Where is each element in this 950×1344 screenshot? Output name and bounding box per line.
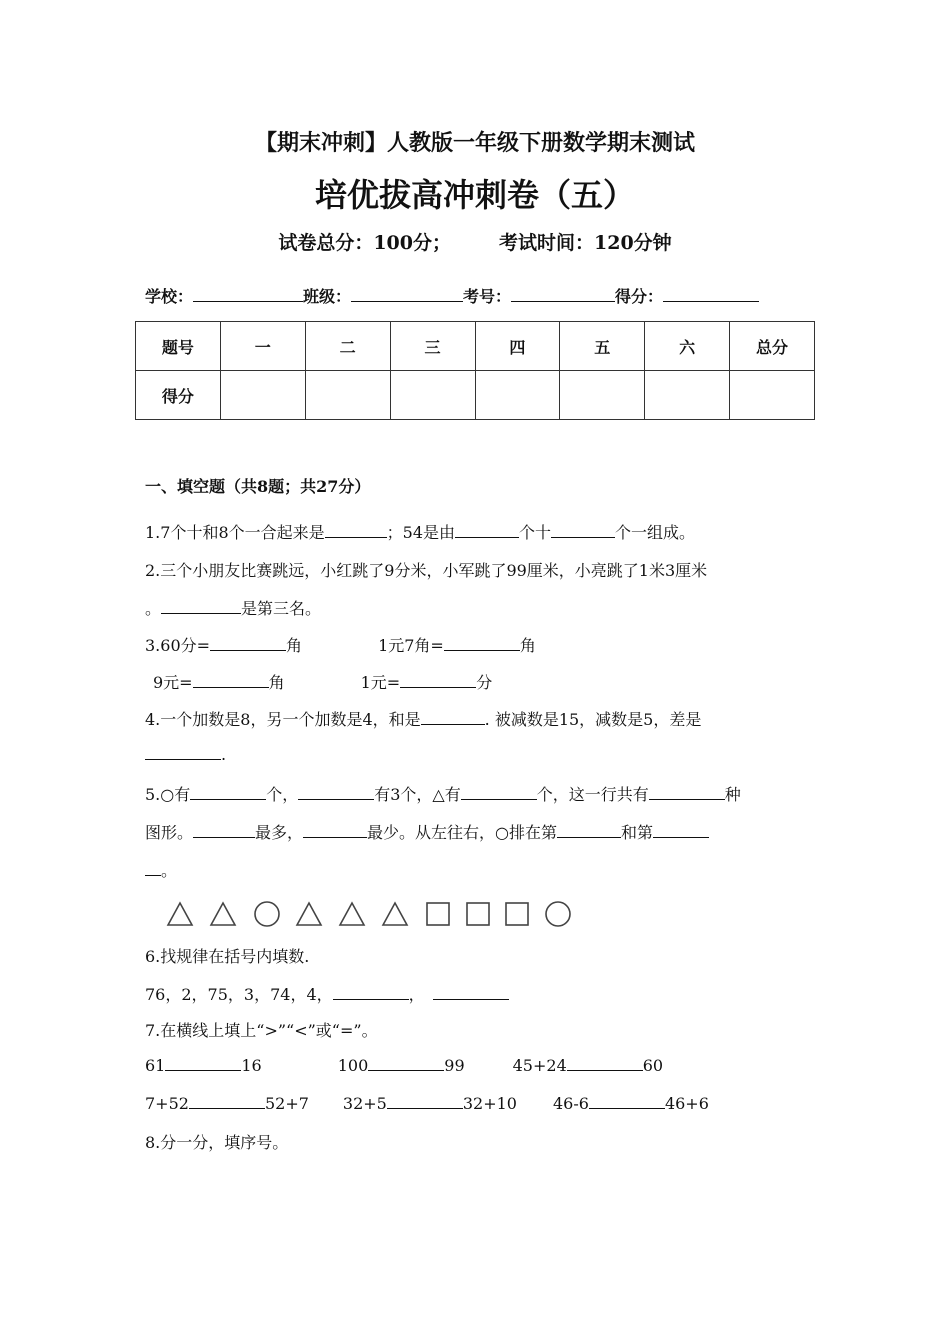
- q7-text: 100: [337, 1056, 369, 1075]
- answer-blank[interactable]: [433, 985, 509, 1000]
- q6-text: ，: [408, 985, 425, 1004]
- answer-blank[interactable]: [333, 985, 409, 1000]
- answer-blank[interactable]: [551, 523, 615, 538]
- score-entry-cell[interactable]: [475, 371, 560, 420]
- q4-text: .: [221, 745, 227, 764]
- q7-text: 45+24: [512, 1056, 567, 1075]
- exam-meta: [0, 228, 950, 255]
- class-label: 班级：: [303, 287, 352, 306]
- square-icon: [467, 903, 489, 925]
- q6-text: 76，2，75，3，74，4，: [145, 985, 333, 1004]
- answer-blank[interactable]: [303, 823, 367, 838]
- answer-blank[interactable]: [368, 1056, 444, 1071]
- question-5-cont: [145, 820, 709, 843]
- answer-blank[interactable]: [190, 785, 266, 800]
- answer-blank[interactable]: [421, 710, 485, 725]
- question-3: [145, 633, 536, 656]
- q5-text: 图形。: [145, 823, 194, 842]
- exam-time: 考试时间：120分钟: [499, 232, 672, 254]
- question-8: 8.分一分，填序号。: [145, 1133, 289, 1152]
- answer-blank[interactable]: [557, 823, 621, 838]
- total-score: 试卷总分：100分；: [278, 232, 451, 254]
- q3-text: 1元=: [360, 673, 401, 692]
- q3-text: 1元7角=: [378, 636, 444, 655]
- question-4-cont: [145, 745, 226, 764]
- q3-text: 3.60分=: [145, 636, 211, 655]
- q5-text: 种: [724, 785, 741, 804]
- triangle-icon: [168, 903, 192, 925]
- table-cell: 四: [475, 322, 560, 371]
- q1-text: 个一组成。: [615, 523, 696, 542]
- answer-blank[interactable]: [145, 745, 221, 760]
- question-4: [145, 707, 701, 730]
- question-6: 6.找规律在括号内填数.: [145, 947, 310, 966]
- triangle-icon: [383, 903, 407, 925]
- q1-text: 个十: [519, 523, 552, 542]
- triangle-icon: [340, 903, 364, 925]
- q1-text: 1.7个十和8个一合起来是: [145, 523, 325, 542]
- score-entry-cell[interactable]: [730, 371, 815, 420]
- answer-blank[interactable]: [325, 523, 387, 538]
- answer-blank[interactable]: [444, 636, 520, 651]
- answer-blank[interactable]: [387, 1094, 463, 1109]
- table-cell: 三: [390, 322, 475, 371]
- score-entry-cell[interactable]: [645, 371, 730, 420]
- q5-text: 有3个，△有: [374, 785, 461, 804]
- answer-blank[interactable]: [567, 1056, 643, 1071]
- q7-text: 99: [444, 1056, 465, 1075]
- answer-blank[interactable]: [653, 823, 709, 838]
- table-cell: 总分: [730, 322, 815, 371]
- q3-text: 角: [268, 673, 285, 692]
- school-label: 学校：: [145, 287, 194, 306]
- question-2-cont: [145, 596, 321, 619]
- q2-text: 是第三名。: [241, 599, 322, 618]
- q7-text: 46+6: [664, 1094, 709, 1113]
- answer-blank[interactable]: [589, 1094, 665, 1109]
- class-blank[interactable]: [351, 287, 463, 302]
- q5-text: 5.○有: [145, 785, 191, 804]
- q3-text: 角: [519, 636, 536, 655]
- question-6-sequence: [145, 982, 509, 1005]
- answer-blank[interactable]: [210, 636, 286, 651]
- shapes-row: [165, 898, 585, 932]
- q5-text: 个，: [266, 785, 299, 804]
- q3-text: 9元=: [153, 673, 193, 692]
- score-blank[interactable]: [663, 287, 759, 302]
- answer-blank[interactable]: [165, 1056, 241, 1071]
- q7-text: 32+10: [462, 1094, 517, 1113]
- q7-text: 46-6: [552, 1094, 589, 1113]
- table-cell: 二: [305, 322, 390, 371]
- question-7-row1: [145, 1056, 663, 1075]
- answer-blank[interactable]: [189, 1094, 265, 1109]
- table-cell: 五: [560, 322, 645, 371]
- answer-blank[interactable]: [455, 523, 519, 538]
- question-3-cont: [153, 670, 492, 693]
- q5-text: 。: [161, 861, 178, 880]
- q7-text: 7+52: [145, 1094, 189, 1113]
- triangle-icon: [211, 903, 235, 925]
- q2-text: 。: [145, 599, 162, 618]
- school-blank[interactable]: [193, 287, 303, 302]
- title-line2: 培优拔高冲刺卷（五）: [314, 176, 635, 214]
- question-5-cont2: [145, 858, 177, 881]
- answer-blank[interactable]: [649, 785, 725, 800]
- table-cell: 得分: [136, 371, 221, 420]
- student-info-line: [145, 284, 759, 307]
- answer-blank[interactable]: [461, 785, 537, 800]
- section-heading: 一、填空题（共8题；共27分）: [145, 477, 371, 496]
- circle-icon: [255, 902, 279, 926]
- q3-text: 分: [476, 673, 493, 692]
- score-table: [135, 321, 815, 420]
- answer-blank[interactable]: [161, 599, 241, 614]
- q4-text: 4.一个加数是8，另一个加数是4，和是: [145, 710, 421, 729]
- score-entry-cell[interactable]: [220, 371, 305, 420]
- answer-blank[interactable]: [193, 673, 269, 688]
- triangle-icon: [297, 903, 321, 925]
- q5-text: 个，这一行共有: [536, 785, 649, 804]
- question-2: 2.三个小朋友比赛跳远，小红跳了9分米，小军跳了99厘米，小亮跳了1米3厘米: [145, 561, 708, 580]
- q7-text: 16: [241, 1056, 262, 1075]
- square-icon: [427, 903, 449, 925]
- q5-text: 最少。从左往右，○排在第: [367, 823, 557, 842]
- score-entry-cell[interactable]: [560, 371, 645, 420]
- exam-no-label: 考号：: [463, 287, 512, 306]
- score-entry-cell[interactable]: [390, 371, 475, 420]
- q4-text: . 被减数是15，减数是5，差是: [484, 710, 702, 729]
- answer-blank[interactable]: [400, 673, 476, 688]
- q5-text: 和第: [621, 823, 654, 842]
- q7-text: 32+5: [342, 1094, 387, 1113]
- table-cell: 一: [220, 322, 305, 371]
- q7-text: 60: [642, 1056, 664, 1075]
- score-table-header-row: [136, 322, 815, 371]
- table-cell: 题号: [136, 322, 221, 371]
- answer-blank[interactable]: [145, 861, 161, 876]
- answer-blank[interactable]: [298, 785, 374, 800]
- question-1: [145, 520, 695, 543]
- q7-text: 52+7: [264, 1094, 309, 1113]
- q1-text: ；54是由: [386, 523, 456, 542]
- question-7: 7.在横线上填上“>”“<”或“=”。: [145, 1021, 378, 1040]
- score-entry-cell[interactable]: [305, 371, 390, 420]
- answer-blank[interactable]: [193, 823, 255, 838]
- score-label: 得分：: [615, 287, 664, 306]
- q7-text: 61: [145, 1056, 166, 1075]
- question-7-row2: [145, 1094, 709, 1113]
- score-table-score-row: [136, 371, 815, 420]
- q5-text: 最多，: [255, 823, 304, 842]
- circle-icon: [546, 902, 570, 926]
- question-5: [145, 782, 741, 805]
- title-line1: 【期末冲刺】人教版一年级下册数学期末测试: [254, 130, 695, 156]
- table-cell: 六: [645, 322, 730, 371]
- q3-text: 角: [286, 636, 303, 655]
- square-icon: [506, 903, 528, 925]
- exam-no-blank[interactable]: [511, 287, 615, 302]
